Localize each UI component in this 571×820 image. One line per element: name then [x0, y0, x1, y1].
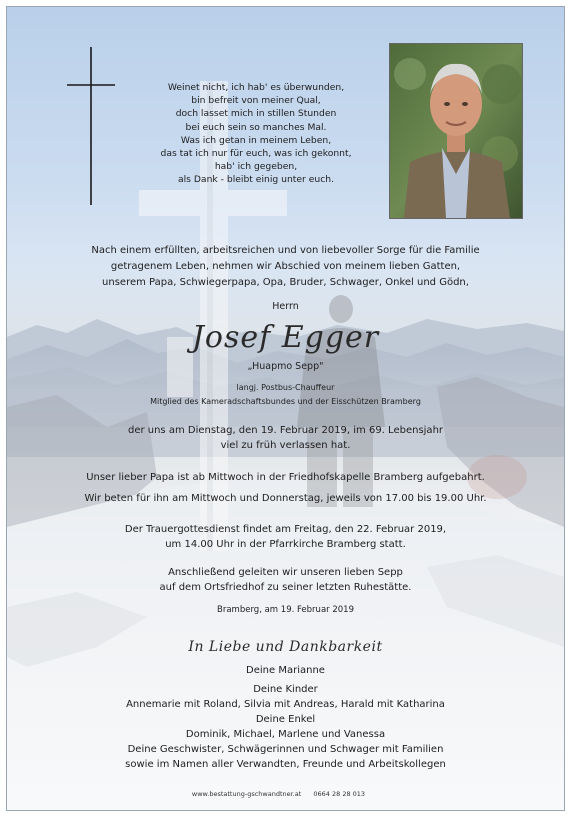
obituary-content [7, 7, 564, 810]
grandchildren-label: Deine Enkel [255, 714, 316, 725]
closing-phrase: In Liebe und Dankbarkeit [188, 639, 383, 655]
death-line: der uns am Dienstag, den 19. Februar 2019, im 69. Lebensjahr [127, 425, 444, 436]
website-link[interactable]: www.bestattung-gschwandtner.at [191, 790, 302, 798]
death-notice [7, 423, 564, 453]
occupation: langj. Postbus-Chauffeur [236, 383, 335, 392]
burial-line: auf dem Ortsfriedhof zu seiner letzten Ruhestätte. [159, 582, 412, 593]
mourner-others [7, 742, 564, 772]
mourner-grandchildren [7, 712, 564, 742]
cross-icon [65, 47, 117, 207]
poem-line: doch lasset mich in stillen Stunden [175, 108, 337, 120]
phone-number: 0664 28 28 013 [313, 790, 366, 798]
poem-line: bei euch sein so manches Mal. [185, 121, 327, 133]
intro-line: Nach einem erfüllten, arbeitsreichen und von liebevoller Sorge für die Familie [91, 245, 480, 256]
burial-line: Anschließend geleiten wir unseren lieben Sepp [168, 567, 403, 578]
mourner-wife: Deine Marianne [246, 665, 325, 676]
poem-line: bin befreit von meiner Qual, [191, 95, 321, 107]
deceased-name: Josef Egger [191, 320, 380, 355]
place-date: Bramberg, am 19. Februar 2019 [217, 605, 354, 615]
others-line: Deine Geschwister, Schwägerinnen und Schwager mit Familien [127, 744, 444, 755]
poem-line: als Dank - bleibt einig unter euch. [177, 174, 335, 186]
service-line: um 14.00 Uhr in der Pfarrkirche Bramberg statt. [165, 539, 406, 550]
poem [132, 81, 380, 187]
memberships: Mitglied des Kameradschaftsbundes und der Eisschützen Bramberg [150, 397, 421, 406]
burial-notice [7, 565, 564, 595]
salutation: Herrn [272, 301, 299, 312]
poem-line: hab' ich gegeben, [214, 161, 298, 173]
footer [0, 790, 557, 798]
service-line: Der Trauergottesdienst findet am Freitag, den 22. Februar 2019, [124, 524, 447, 535]
prayer-notice: Wir beten für ihn am Mittwoch und Donnerstag, jeweils von 17.00 bis 19.00 Uhr. [84, 493, 487, 504]
intro-text [7, 243, 564, 291]
poem-line: Was ich getan in meinem Leben, [180, 134, 332, 146]
funeral-service [7, 522, 564, 552]
nickname: „Huapmo Sepp" [247, 361, 324, 372]
mourner-children [7, 682, 564, 712]
intro-line: getragenem Leben, nehmen wir Abschied von meinem lieben Gatten, [110, 261, 461, 272]
portrait-photo [389, 43, 523, 219]
others-line: sowie im Namen aller Verwandten, Freunde und Arbeitskollegen [125, 759, 446, 770]
grandchildren-names: Dominik, Michael, Marlene und Vanessa [185, 729, 386, 740]
death-line: viel zu früh verlassen hat. [220, 440, 351, 451]
obituary-card [6, 6, 565, 811]
children-label: Deine Kinder [253, 684, 318, 695]
intro-line: unserem Papa, Schwiegerpapa, Opa, Bruder, Schwager, Onkel und Gödn, [102, 277, 469, 288]
poem-line: das tat ich nur für euch, was ich gekonnt, [160, 148, 352, 160]
laid-out-notice: Unser lieber Papa ist ab Mittwoch in der Friedhofskapelle Bramberg aufgebahrt. [86, 472, 485, 483]
poem-line: Weinet nicht, ich hab' es überwunden, [167, 82, 345, 93]
children-names: Annemarie mit Roland, Silvia mit Andreas, Harald mit Katharina [126, 699, 445, 710]
